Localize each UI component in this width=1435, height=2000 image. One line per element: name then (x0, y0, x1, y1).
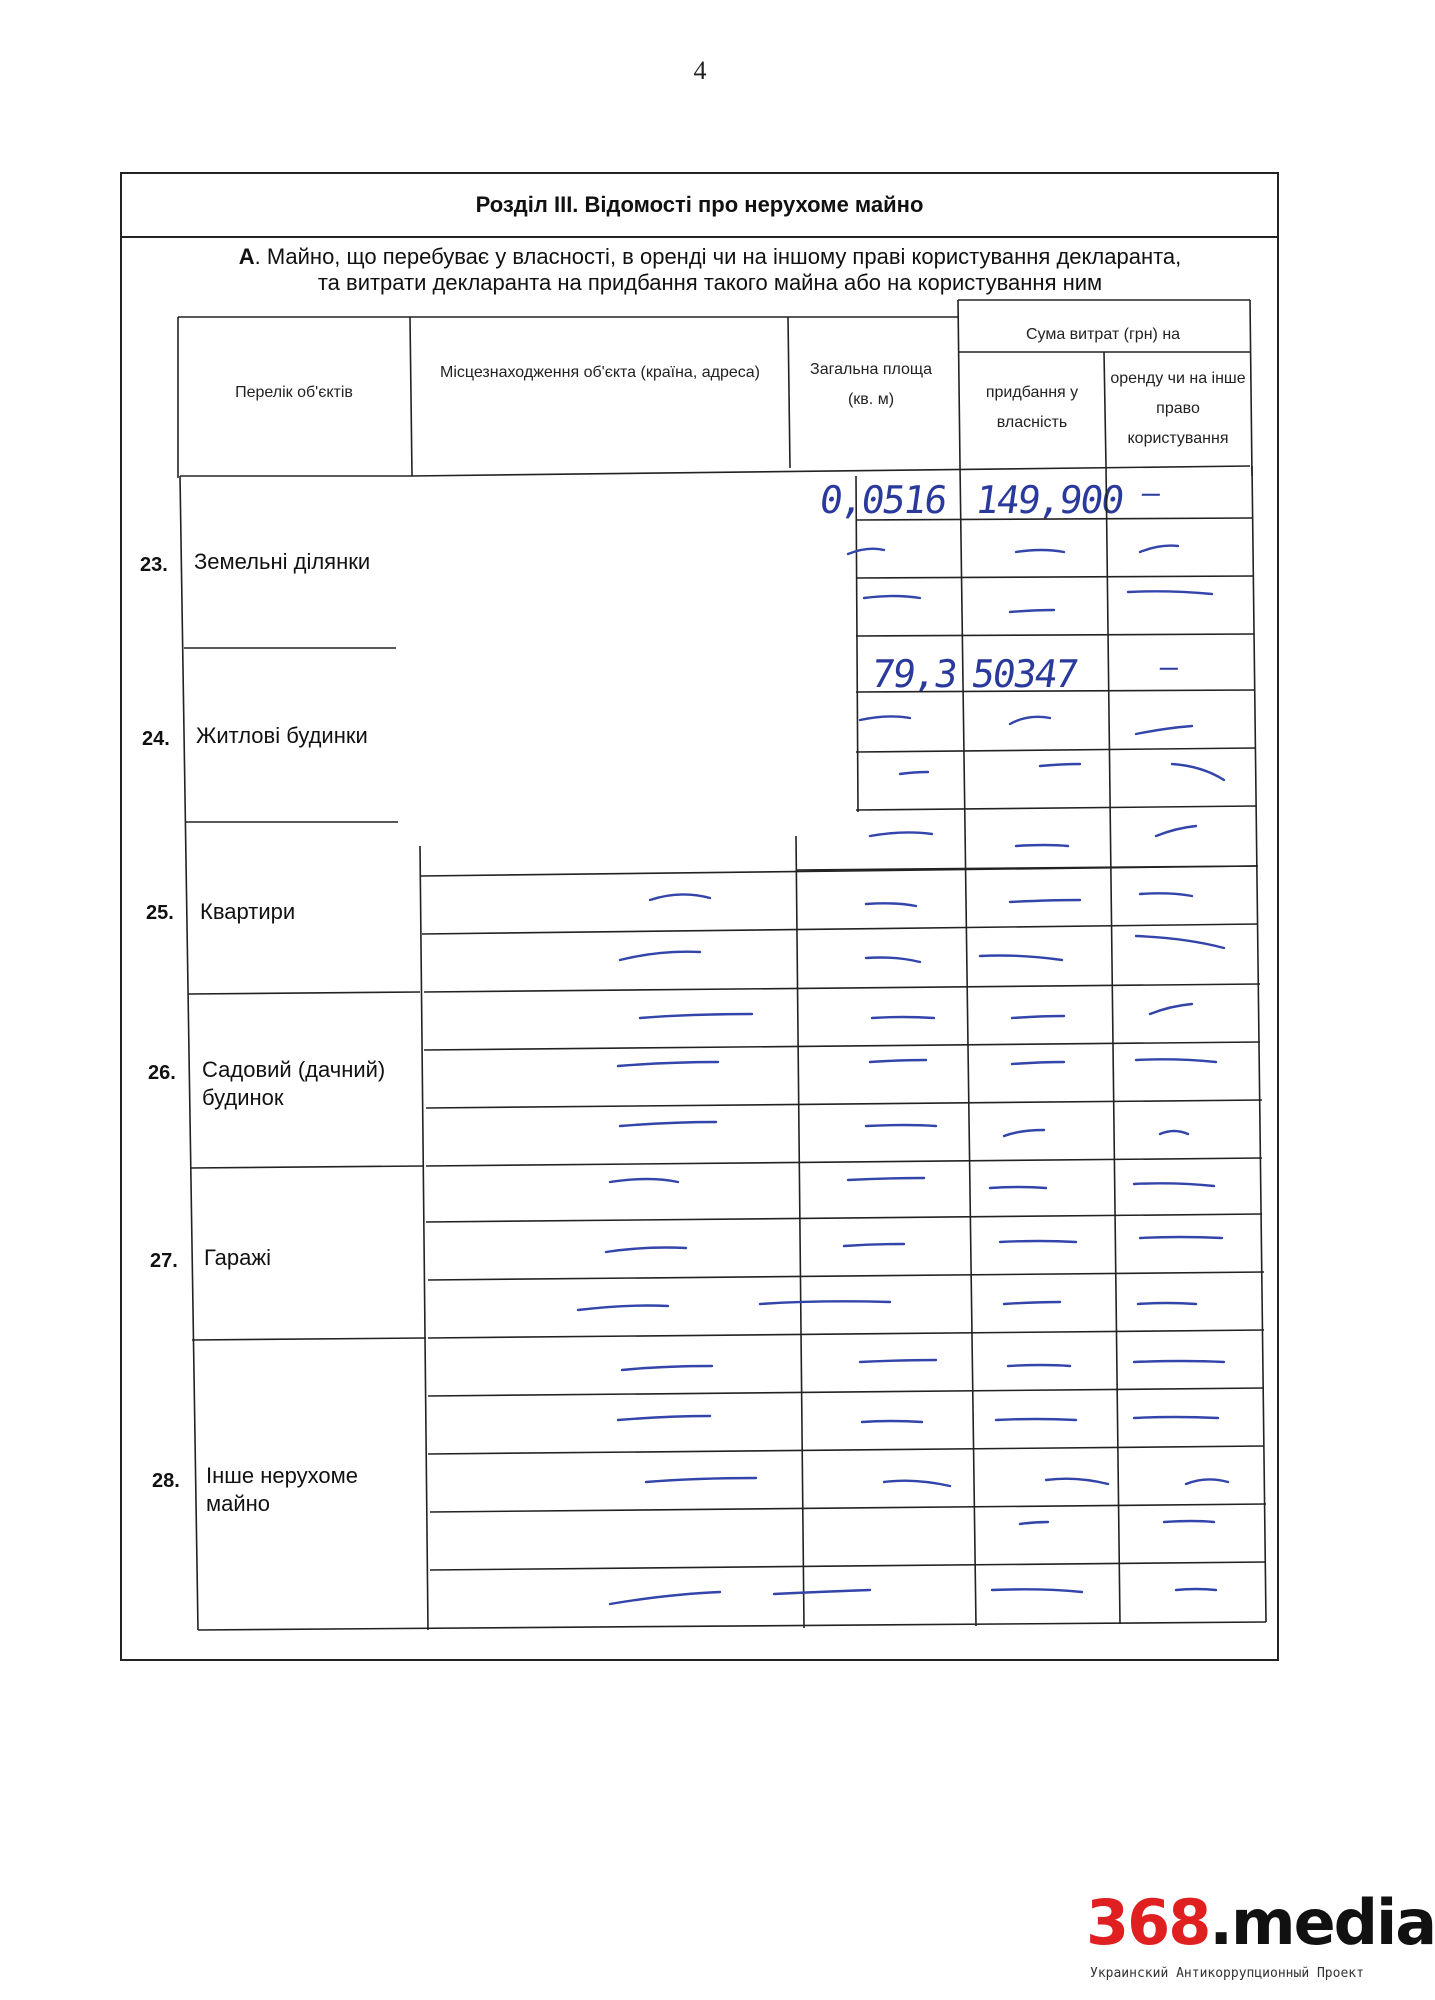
row-number-23: 23. (140, 554, 168, 576)
watermark-logo-red: 368 (1086, 1886, 1210, 1959)
subsection-line-2: та витрати декларанта на придбання такого майна або на користування ним (317, 270, 1103, 295)
header-area: Загальна площа (кв. м) (810, 361, 932, 408)
row-number-24: 24. (142, 728, 170, 750)
header-purchase: придбання у власність (985, 384, 1079, 431)
house-purchase-value: 50347 (968, 652, 1080, 696)
watermark (1086, 1886, 1435, 1996)
row-number-27: 27. (150, 1250, 178, 1272)
watermark-tagline: Украинский Антикоррупционный Проект (1090, 1966, 1364, 1981)
section-title: Розділ III. Відомості про нерухоме майно (122, 174, 1277, 238)
subsection-line-1: . Майно, що перебуває у власності, в оренді чи на іншому праві користування декларанта, (254, 244, 1182, 269)
row-label-apartments: Квартири (200, 899, 296, 924)
house-area-value: 79,3 (868, 652, 959, 696)
header-location: Місцезнаходження об'єкта (країна, адреса) (440, 364, 760, 381)
watermark-logo (1086, 1886, 1435, 1959)
land-rent-dash: – (1139, 476, 1161, 511)
row-label-garden-house: Садовий (дачний) будинок (202, 1057, 386, 1110)
land-purchase-value: 149,900 (972, 478, 1126, 522)
row-label-garages: Гаражі (204, 1245, 271, 1270)
row-number-26: 26. (148, 1062, 176, 1084)
header-objects: Перелік об'єктів (235, 384, 353, 401)
row-number-25: 25. (146, 902, 174, 924)
row-label-houses: Житлові будинки (196, 723, 368, 748)
land-area-value: 0,0516 (816, 478, 949, 522)
page-number: 4 (693, 56, 707, 85)
watermark-logo-black: .media (1209, 1886, 1435, 1959)
subsection-letter: А (238, 244, 255, 269)
row-label-other: Інше нерухоме майно (206, 1463, 358, 1516)
row-number-28: 28. (152, 1470, 180, 1492)
house-rent-dash: – (1157, 650, 1179, 685)
header-costs-group: Сума витрат (грн) на (1025, 326, 1181, 343)
header-rent: оренду чи на інше право користування (1110, 370, 1246, 447)
row-label-land: Земельні ділянки (194, 549, 371, 574)
